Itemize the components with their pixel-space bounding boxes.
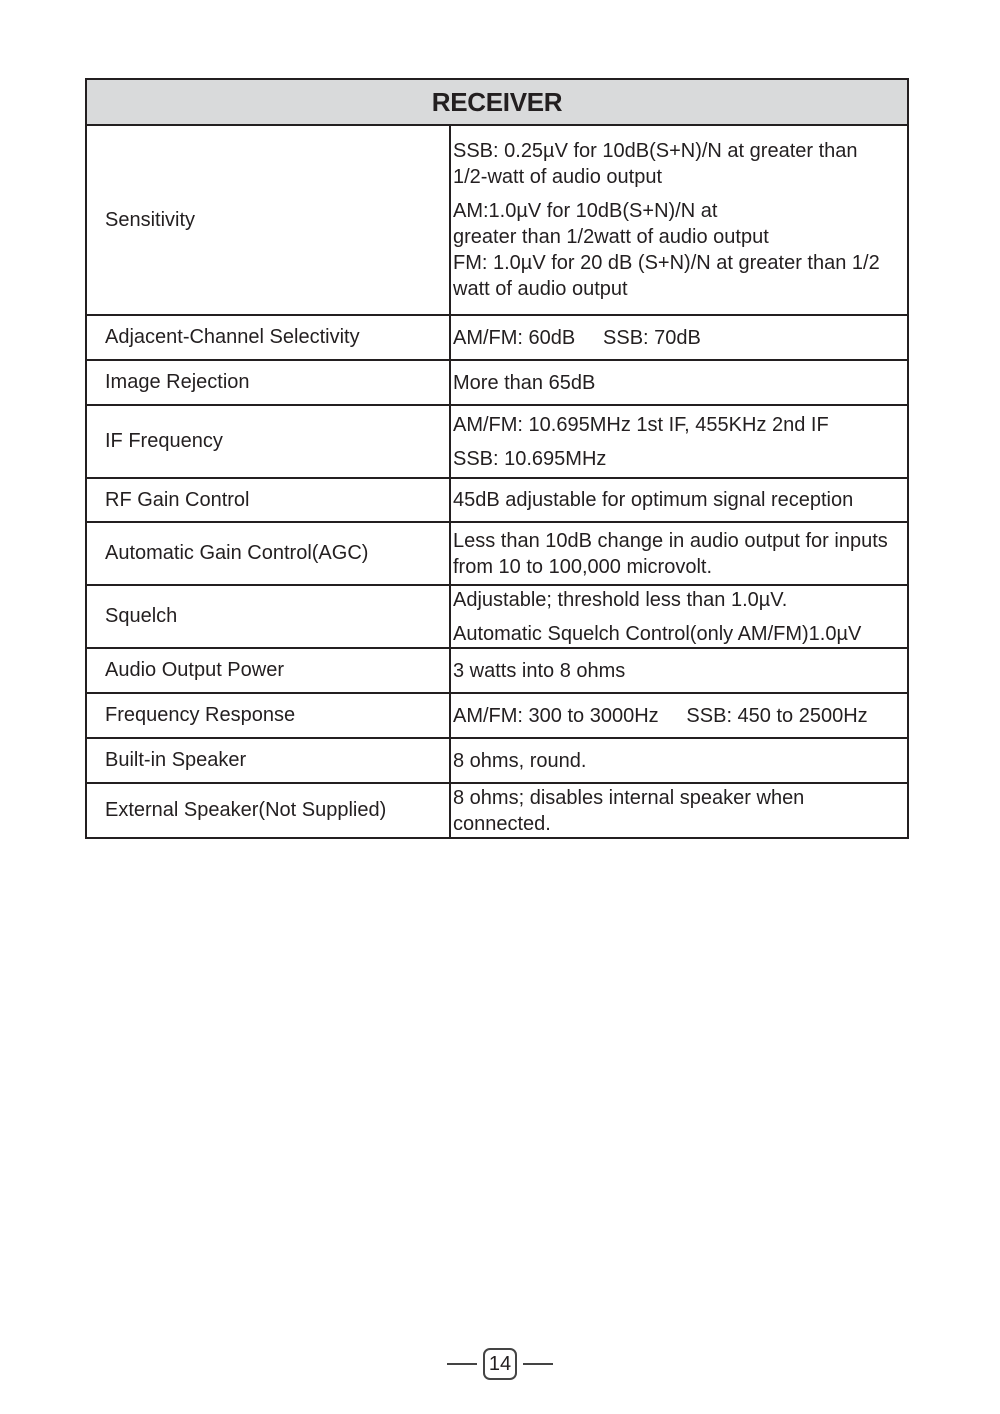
spec-label: Audio Output Power xyxy=(86,648,450,693)
spec-label: Frequency Response xyxy=(86,693,450,738)
spec-value xyxy=(450,738,908,783)
spec-value xyxy=(450,478,908,522)
table-title: RECEIVER xyxy=(86,79,908,125)
value-line: SSB: 10.695MHz xyxy=(453,447,607,470)
value-line: connected. xyxy=(453,812,551,835)
spec-value xyxy=(450,315,908,360)
value-line: greater than 1/2watt of audio output xyxy=(453,226,769,248)
value-line: 1/2-watt of audio output xyxy=(453,166,663,188)
spec-value xyxy=(450,585,908,648)
spec-value xyxy=(450,360,908,405)
value-line: watt of audio output xyxy=(453,278,628,300)
value-line: 8 ohms, round. xyxy=(453,749,587,772)
value-line: AM/FM: 60dB SSB: 70dB xyxy=(453,326,701,349)
value-line: Adjustable; threshold less than 1.0µV. xyxy=(453,588,788,611)
value-line: SSB: 0.25µV for 10dB(S+N)/N at greater than xyxy=(453,140,858,162)
value-line: 8 ohms; disables internal speaker when xyxy=(453,786,805,809)
table-row xyxy=(86,405,908,478)
right-dash-decoration xyxy=(523,1363,553,1365)
spec-value xyxy=(450,405,908,478)
table-row xyxy=(86,693,908,738)
spec-label: Adjacent-Channel Selectivity xyxy=(86,315,450,360)
value-line: 3 watts into 8 ohms xyxy=(453,659,626,682)
spec-label: RF Gain Control xyxy=(86,478,450,522)
left-dash-decoration xyxy=(447,1363,477,1365)
table-row xyxy=(86,125,908,315)
value-line: More than 65dB xyxy=(453,371,596,394)
value-line: Less than 10dB change in audio output for inputs xyxy=(453,529,888,552)
spec-value xyxy=(450,522,908,585)
table-row xyxy=(86,315,908,360)
receiver-spec-table xyxy=(85,78,909,839)
spec-label: Sensitivity xyxy=(86,125,450,315)
spec-label: IF Frequency xyxy=(86,405,450,478)
table-header-row xyxy=(86,79,908,125)
value-line: AM/FM: 10.695MHz 1st IF, 455KHz 2nd IF xyxy=(453,413,829,436)
table-row xyxy=(86,360,908,405)
spec-label: Automatic Gain Control(AGC) xyxy=(86,522,450,585)
spec-value xyxy=(450,783,908,838)
page-number xyxy=(447,1348,553,1380)
table-row xyxy=(86,478,908,522)
spec-label: External Speaker(Not Supplied) xyxy=(86,783,450,838)
spec-value xyxy=(450,648,908,693)
value-line: from 10 to 100,000 microvolt. xyxy=(453,555,713,578)
spec-value xyxy=(450,693,908,738)
spec-value xyxy=(450,125,908,315)
value-line: Automatic Squelch Control(only AM/FM)1.0µV xyxy=(453,622,862,645)
value-line: FM: 1.0µV for 20 dB (S+N)/N at greater than 1/2 xyxy=(453,252,880,274)
page-number-box: 14 xyxy=(483,1348,517,1380)
spec-label: Built-in Speaker xyxy=(86,738,450,783)
table-row xyxy=(86,738,908,783)
table-row xyxy=(86,648,908,693)
spec-label: Squelch xyxy=(86,585,450,648)
table-row xyxy=(86,783,908,838)
spec-label: Image Rejection xyxy=(86,360,450,405)
value-line: AM/FM: 300 to 3000Hz SSB: 450 to 2500Hz xyxy=(453,704,868,727)
value-line: AM:1.0µV for 10dB(S+N)/N at xyxy=(453,200,718,222)
table-row xyxy=(86,522,908,585)
value-line: 45dB adjustable for optimum signal reception xyxy=(453,489,854,511)
table-row xyxy=(86,585,908,648)
